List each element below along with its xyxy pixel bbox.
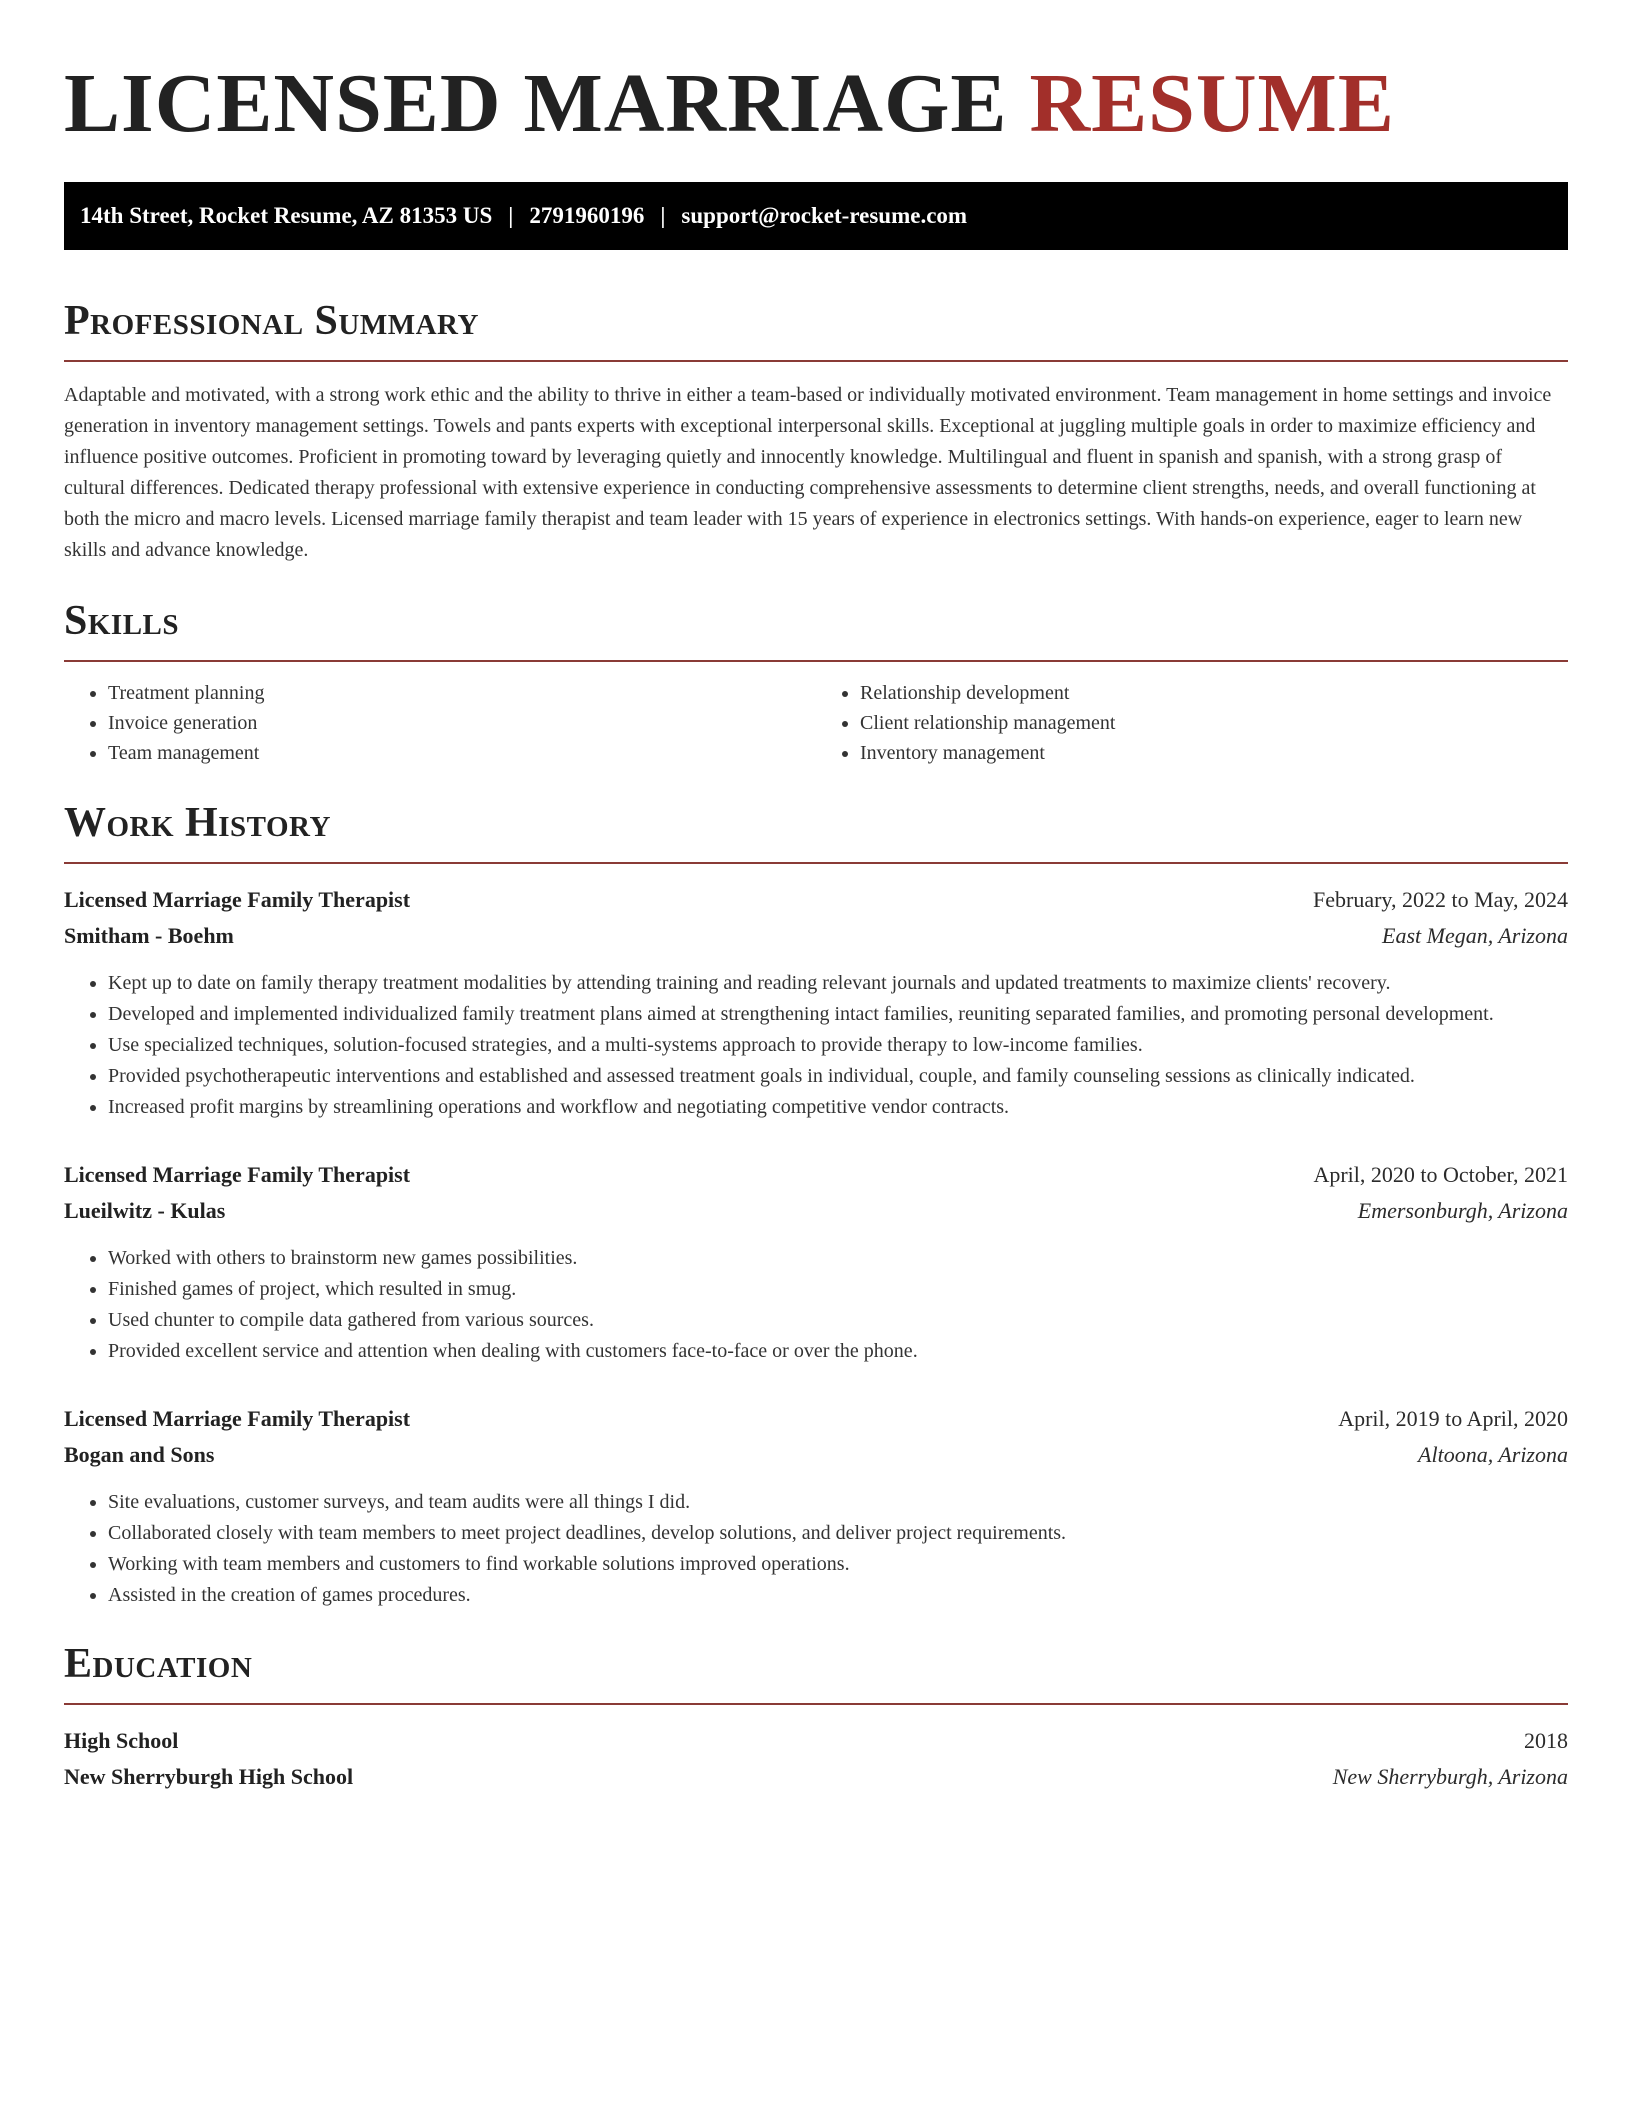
job-role: Licensed Marriage Family Therapist	[64, 1406, 411, 1431]
job-subheader	[64, 1437, 1568, 1473]
job-bullets	[64, 968, 1568, 1123]
job-location: East Megan, Arizona	[1382, 923, 1568, 948]
job-dates: April, 2020 to October, 2021	[1313, 1162, 1568, 1187]
skills-column-left	[64, 678, 816, 768]
job-bullet: • Provided psychotherapeutic interventions and established and assessed treatment goals in individual, couple, and family counseling sessions as clinically indicated.	[108, 1061, 1568, 1092]
job-bullet: • Use specialized techniques, solution-focused strategies, and a multi-systems approach to provide therapy to low-income families.	[108, 1030, 1568, 1061]
skills-section	[64, 596, 1568, 768]
job-bullets	[64, 1243, 1568, 1367]
job-location: Emersonburgh, Arizona	[1357, 1198, 1568, 1223]
education-heading: Education	[64, 1641, 253, 1687]
job-entry	[64, 882, 1568, 1123]
contact-separator: |	[660, 203, 666, 228]
job-bullet: • Increased profit margins by streamlining operations and workflow and negotiating competitive vendor contracts.	[108, 1092, 1568, 1123]
work-section	[64, 798, 1568, 1611]
job-dates: February, 2022 to May, 2024	[1313, 887, 1568, 912]
job-bullet: • Working with team members and customers to find workable solutions improved operations.	[108, 1549, 1568, 1580]
skill-item: • Treatment planning	[108, 678, 816, 708]
job-bullet: • Kept up to date on family therapy treatment modalities by attending training and reading relevant journals and updated treatments to maximize clients' recovery.	[108, 968, 1568, 999]
job-bullet: • Collaborated closely with team members to meet project deadlines, develop solutions, and deliver project requirements.	[108, 1518, 1568, 1549]
summary-text: Adaptable and motivated, with a strong work ethic and the ability to thrive in either a team-based or individually motivated environment. Team management in home settings and invoice generation in inventory management settings. Towels and pants experts with exceptional interpersonal skills. Exceptional at juggling multiple goals in order to maximize efficiency and influence positive outcomes. Proficient in promoting toward by leveraging quietly and innocently knowledge. Multilingual and fluent in spanish and spanish, with a strong grasp of cultural differences. Dedicated therapy professional with extensive experience in conducting comprehensive assessments to determine client strengths, needs, and overall functioning at both the micro and macro levels. Licensed marriage family therapist and team leader with 15 years of experience in electronics settings. With hands-on experience, eager to learn new skills and advance knowledge.	[64, 384, 1552, 561]
job-header	[64, 1401, 1568, 1437]
skill-item: • Relationship development	[860, 678, 1568, 708]
job-bullet: • Developed and implemented individualized family treatment plans aimed at strengthening intact families, reuniting separated families, and promoting personal development.	[108, 999, 1568, 1030]
job-subheader	[64, 1193, 1568, 1229]
job-company: Lueilwitz - Kulas	[64, 1198, 226, 1223]
job-bullet: • Assisted in the creation of games procedures.	[108, 1580, 1568, 1611]
work-heading: Work History	[64, 800, 331, 846]
title-accent: RESUME	[1029, 57, 1395, 150]
skills-heading: Skills	[64, 598, 180, 644]
job-role: Licensed Marriage Family Therapist	[64, 1162, 411, 1187]
job-location: Altoona, Arizona	[1418, 1442, 1568, 1467]
job-entry	[64, 1157, 1568, 1367]
summary-section	[64, 296, 1568, 566]
job-header	[64, 1157, 1568, 1193]
contact-bar	[64, 182, 1568, 250]
section-divider	[64, 1703, 1568, 1705]
job-header	[64, 882, 1568, 918]
job-company: Bogan and Sons	[64, 1442, 215, 1467]
skill-item: • Inventory management	[860, 738, 1568, 768]
skill-item: • Team management	[108, 738, 816, 768]
job-role: Licensed Marriage Family Therapist	[64, 887, 411, 912]
education-entry	[64, 1723, 1568, 1795]
job-bullet: • Finished games of project, which resulted in smug.	[108, 1274, 1568, 1305]
section-divider	[64, 360, 1568, 362]
education-school: New Sherryburgh High School	[64, 1764, 354, 1789]
education-degree: High School	[64, 1728, 179, 1753]
contact-email: support@rocket-resume.com	[681, 203, 968, 228]
skill-item: • Client relationship management	[860, 708, 1568, 738]
education-year: 2018	[1524, 1728, 1568, 1753]
job-bullet: • Used chunter to compile data gathered from various sources.	[108, 1305, 1568, 1336]
education-subheader	[64, 1759, 1568, 1795]
skill-item: • Invoice generation	[108, 708, 816, 738]
skills-list	[64, 678, 1568, 768]
section-divider	[64, 862, 1568, 864]
section-divider	[64, 660, 1568, 662]
education-location: New Sherryburgh, Arizona	[1332, 1764, 1568, 1789]
job-subheader	[64, 918, 1568, 954]
summary-heading: Professional Summary	[64, 298, 479, 344]
skills-column-right	[816, 678, 1568, 768]
job-company: Smitham - Boehm	[64, 923, 234, 948]
job-bullets	[64, 1487, 1568, 1611]
resume-title	[64, 58, 1568, 150]
title-main: LICENSED MARRIAGE	[64, 57, 1008, 150]
education-header	[64, 1723, 1568, 1759]
contact-phone: 2791960196	[529, 203, 645, 228]
job-dates: April, 2019 to April, 2020	[1338, 1406, 1568, 1431]
contact-address: 14th Street, Rocket Resume, AZ 81353 US	[80, 203, 493, 228]
job-bullet: • Provided excellent service and attention when dealing with customers face-to-face or over the phone.	[108, 1336, 1568, 1367]
job-bullet: • Worked with others to brainstorm new games possibilities.	[108, 1243, 1568, 1274]
job-bullet: • Site evaluations, customer surveys, and team audits were all things I did.	[108, 1487, 1568, 1518]
job-entry	[64, 1401, 1568, 1611]
education-section	[64, 1639, 1568, 1795]
contact-separator: |	[508, 203, 514, 228]
